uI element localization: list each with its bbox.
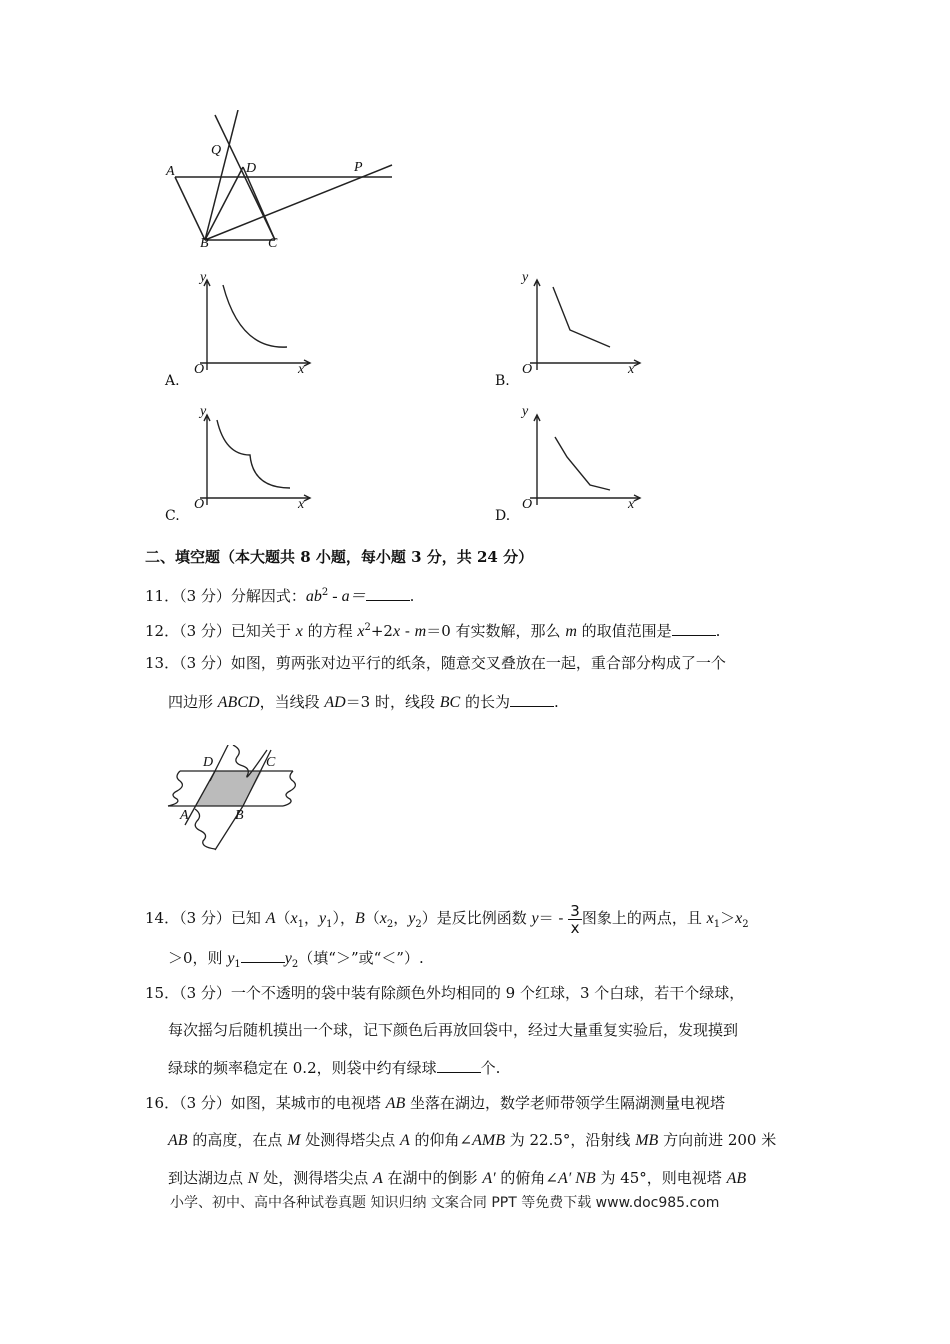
q-sub: 2 — [742, 919, 749, 930]
q-math: A — [373, 1170, 383, 1187]
option-label: C. — [165, 508, 180, 524]
q-text: 分解因式： — [230, 587, 306, 605]
q-math: y — [284, 950, 292, 967]
q-math: N — [247, 1170, 259, 1187]
axis-y-label: y — [522, 404, 529, 419]
origin-label: O — [194, 362, 205, 377]
q-math: ab — [305, 588, 322, 605]
q-math: M — [287, 1132, 301, 1149]
q-math: AB — [726, 1170, 747, 1187]
q-text: 的取值范围是 — [576, 622, 672, 640]
q-math: BC — [439, 694, 461, 711]
q-math: AMB — [472, 1132, 505, 1149]
answer-blank[interactable] — [437, 1058, 481, 1073]
q-sub: 2 — [291, 959, 299, 970]
q-text: 绿球的频率稳定在 0.2，则袋中约有绿球 — [168, 1059, 437, 1077]
q-sub: 1 — [713, 919, 721, 930]
axis-x-label: x — [628, 497, 635, 512]
q-text: （ — [364, 909, 380, 927]
geometry-figure-triangle — [155, 110, 405, 260]
q-text: 处，测得塔尖点 — [258, 1169, 373, 1187]
q-text: 到达湖边点 — [168, 1169, 248, 1187]
q-text: 的方程 — [302, 622, 358, 640]
q-sub: 1 — [234, 959, 241, 970]
q-text: ， — [303, 909, 319, 927]
q-text: ＝3 时，线段 — [345, 693, 440, 711]
q-math: A — [265, 910, 276, 927]
q-text: 的俯角∠ — [495, 1169, 558, 1187]
origin-label: O — [522, 497, 533, 512]
axis-y-label: y — [522, 270, 529, 285]
axis-y-label: y — [200, 270, 207, 285]
q-text: 个. — [480, 1059, 501, 1077]
q-math: x — [357, 623, 365, 640]
label-D: D — [246, 161, 257, 176]
q-sup: 2 — [364, 622, 371, 633]
q-text: +2 — [370, 622, 393, 640]
q-text: . — [715, 622, 721, 640]
q-text: 如图，某城市的电视塔 — [230, 1094, 386, 1112]
q-number: 11． — [145, 587, 180, 605]
q-text: ）， — [332, 909, 355, 927]
answer-blank[interactable] — [241, 948, 285, 963]
q-math: m — [565, 623, 577, 640]
answer-blank[interactable] — [510, 692, 554, 707]
q-text: ，当线段 — [259, 693, 325, 711]
q-text: （ — [275, 909, 291, 927]
q-sub: 2 — [415, 919, 422, 930]
q-math: AB — [168, 1132, 188, 1149]
q-sup: 2 — [321, 587, 329, 598]
graph-a — [195, 275, 315, 375]
question-12 — [145, 618, 720, 642]
q-text: 如图，剪两张对边平行的纸条，随意交叉叠放在一起，重合部分构成了一个 — [230, 654, 726, 672]
q-text: 为 45°，则电视塔 — [595, 1169, 727, 1187]
q-text: . — [409, 587, 415, 605]
fraction-numerator: 3 — [570, 901, 580, 920]
q-math: x — [735, 910, 743, 927]
q-text: ＝0 有实数解，那么 — [426, 622, 566, 640]
section-title: 二、填空题（本大题共 8 小题，每小题 3 分，共 24 分） — [145, 548, 534, 566]
q-text: 为 22.5°，沿射线 — [504, 1131, 636, 1149]
q-text: . — [554, 693, 559, 711]
q-text: ＝ - — [538, 909, 569, 927]
q-number: 15． — [145, 984, 180, 1002]
graph-b — [525, 275, 645, 375]
q-math: m — [414, 623, 427, 640]
q-number: 13． — [145, 654, 180, 672]
q-text: 坐落在湖边，数学老师带领学生隔湖测量电视塔 — [405, 1094, 726, 1112]
q-math: AD — [324, 694, 346, 711]
axis-x-label: x — [628, 362, 635, 377]
q-math: A — [399, 1132, 410, 1149]
q-text: 四边形 — [168, 693, 218, 711]
q-text: 已知 — [230, 909, 266, 927]
option-label: B. — [495, 373, 510, 389]
q-math: AB — [385, 1095, 406, 1112]
q-number: 12． — [145, 622, 180, 640]
origin-label: O — [522, 362, 533, 377]
q-text: ， — [393, 909, 409, 927]
q-number: 14． — [145, 909, 180, 927]
q-math: x — [295, 623, 303, 640]
q-text: 的仰角∠ — [409, 1131, 473, 1149]
question-11 — [145, 583, 414, 607]
q-math: B — [354, 910, 365, 927]
q-text: 在湖中的倒影 — [382, 1169, 483, 1187]
q-sub: 1 — [297, 919, 304, 930]
q-text: 的长为 — [460, 693, 510, 711]
option-label: A. — [165, 373, 180, 389]
q-points: （3 分） — [179, 622, 231, 640]
q-sub: 2 — [386, 919, 394, 930]
q-text: 图象上的两点，且 — [581, 909, 707, 927]
q-math: x — [392, 623, 401, 640]
q-math: x — [290, 910, 298, 927]
label-B: B — [200, 236, 209, 251]
axis-x-label: x — [298, 362, 305, 377]
q-text: ＞ — [720, 909, 736, 927]
label-C: C — [268, 236, 278, 251]
q-text: 一个不透明的袋中装有除颜色外均相同的 9 个红球，3 个白球，若干个绿球， — [230, 984, 745, 1002]
origin-label: O — [194, 497, 205, 512]
q-text: - — [400, 622, 415, 640]
q-math: ABCD — [217, 694, 260, 711]
q-text: 每次摇匀后随机摸出一个球，记下颜色后再放回袋中，经过大量重复实验后，发现摸到 — [168, 1021, 739, 1039]
label-C: C — [266, 755, 276, 770]
q-points: （3 分） — [179, 984, 231, 1002]
label-Q: Q — [211, 143, 222, 158]
q-math: x — [706, 910, 714, 927]
paper-strips-figure — [165, 745, 300, 855]
label-A: A — [166, 164, 175, 179]
q-text: （填“＞”或“＜”）. — [298, 949, 424, 967]
q-text: 已知关于 — [230, 622, 296, 640]
q-math: y — [318, 910, 327, 927]
label-D: D — [203, 755, 214, 770]
q-text: ＞0，则 — [168, 949, 228, 967]
q-math: y — [531, 910, 539, 927]
q-text: 处测得塔尖点 — [300, 1131, 400, 1149]
axis-x-label: x — [298, 497, 305, 512]
graph-c — [195, 410, 315, 510]
fraction-denominator: x — [570, 918, 580, 937]
q-sub: 1 — [326, 919, 333, 930]
answer-blank[interactable] — [366, 586, 410, 601]
label-A: A — [180, 808, 189, 823]
label-B: B — [235, 808, 244, 823]
q-points: （3 分） — [179, 1094, 231, 1112]
q-math: A′ NB — [557, 1170, 596, 1187]
q-points: （3 分） — [179, 909, 231, 927]
q-text: 的高度，在点 — [187, 1131, 288, 1149]
q-number: 16． — [145, 1094, 180, 1112]
q-math: y — [408, 910, 416, 927]
answer-blank[interactable] — [672, 621, 716, 636]
q-math: y — [227, 950, 235, 967]
q-text: ）是反比例函数 — [421, 909, 532, 927]
q-math: - a＝ — [328, 588, 366, 605]
q-points: （3 分） — [179, 587, 231, 605]
q-math: A′ — [482, 1170, 496, 1187]
axis-y-label: y — [200, 404, 207, 419]
q-points: （3 分） — [179, 654, 231, 672]
graph-d — [525, 410, 645, 510]
label-P: P — [354, 160, 363, 175]
q-math: MB — [635, 1132, 659, 1149]
q-text: 方向前进 200 米 — [658, 1131, 777, 1149]
footer-watermark-text[interactable]: 小学、初中、高中各种试卷真题 知识归纳 文案合同 PPT 等免费下载 www.doc985.com — [170, 1195, 720, 1211]
option-label: D. — [495, 508, 511, 524]
q-math: x — [379, 910, 387, 927]
fraction — [568, 903, 582, 936]
